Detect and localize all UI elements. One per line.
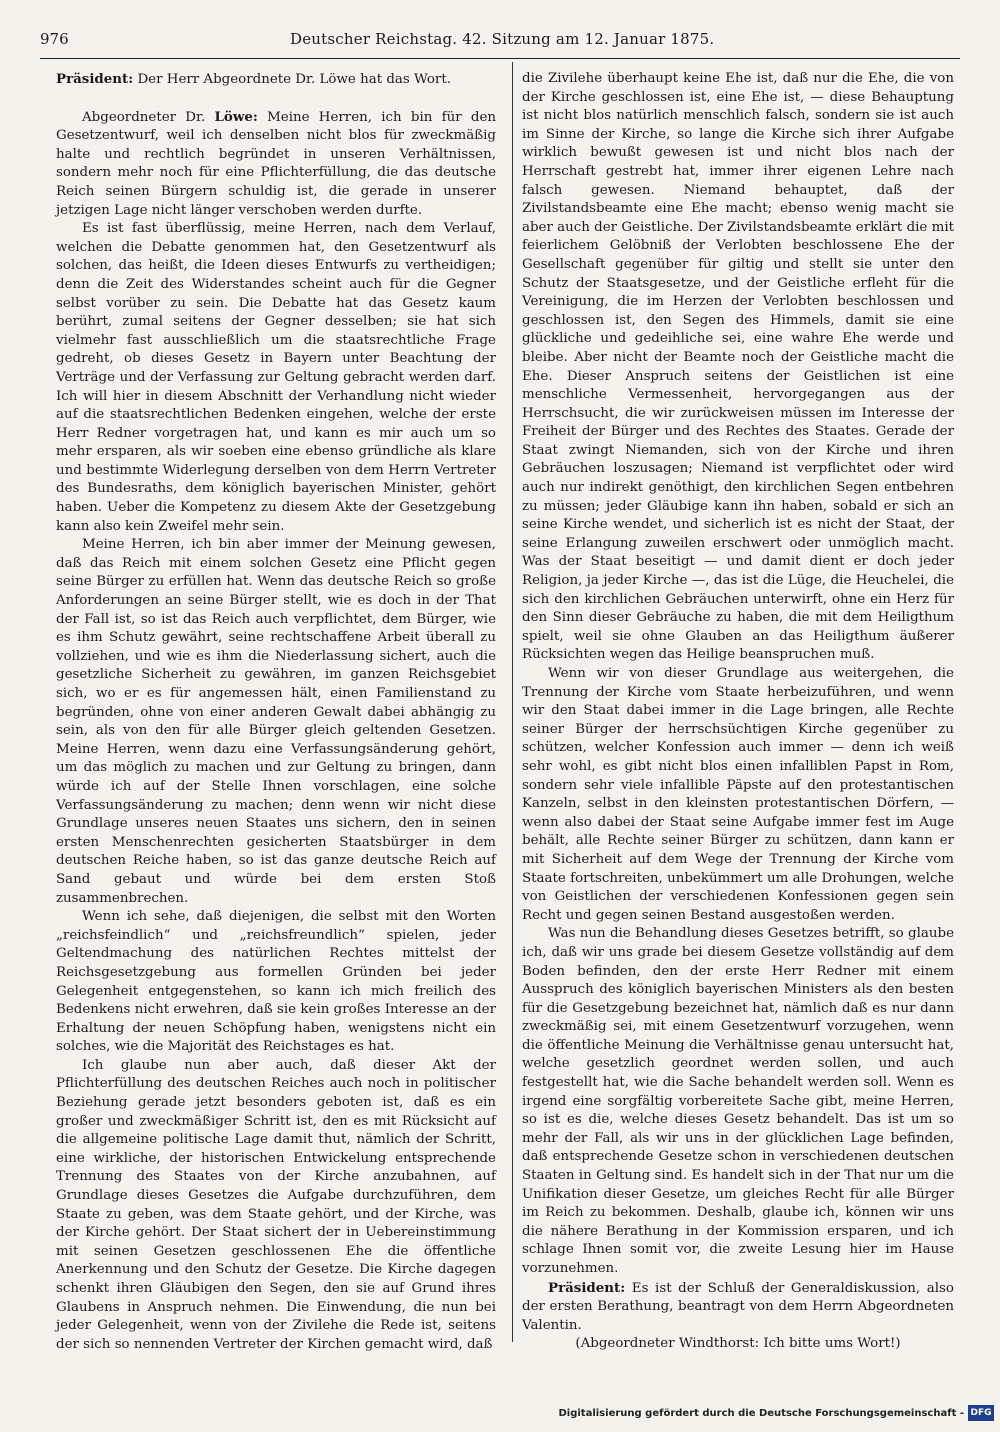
paragraph-text: Es ist der Schluß der Generaldiskussion, also der ersten Berathung, beantragt von dem Herrn Abgeordneten Valentin. (522, 1280, 954, 1333)
paragraph: die Zivilehe überhaupt keine Ehe ist, daß nur die Ehe, die von der Kirche geschlossen ist, eine Ehe ist, — diese Behauptung ist nicht blos natürlich menschlich falsch, sondern sie ist auch im Sinne der Kirche, so lange die Kirche sich ihrer Aufgabe wirklich bewußt gewesen ist und nicht blos nach der Herrschaft gestrebt hat, immer ihrer eigenen Lehre nach falsch gewesen. Niemand behauptet, daß der Zivilstandsbeamte eine Ehe macht; ebenso wenig macht sie aber auch der Geistliche. Der Zivilstandsbeamte erklärt die mit feierlichem Gelöbniß der Verlobten beschlossene Ehe der Gesellschaft gegenüber für giltig und stellt sie unter den Schutz der Staatsgesetze, und der Geistliche erfleht für die Vereinigung, die im Herzen der Verlobten beschlossen und geschlossen ist, den Segen des Himmels, damit sie eine glückliche und gedeihliche sei, eine wahre Ehe werde und bleibe. Aber nicht der Beamte noch der Geistliche macht die Ehe. Dieser Anspruch seitens der Geistlichen ist eine menschliche Vermessenheit, hervorgegangen aus der Herrschsucht, die wir zurückweisen müssen im Interesse der Freiheit der Bürger und des Rechtes des Staates. Gerade der Staat zwingt Niemanden, sich von der Kirche und ihren Gebräuchen loszusagen; Niemand ist verpflichtet oder wird auch nur indirekt genöthigt, den kirchlichen Segen entbehren zu müssen; jeder Gläubige kann ihn haben, sobald er sich an seine Kirche wendet, und sicherlich ist es nicht der Staat, der seine Erlangung zuweilen erschwert oder unmöglich macht. Was der Staat beseitigt — und damit dient er doch jeder Religion, ja jeder Kirche —, das ist die Lüge, die Heuchelei, die sich den kirchlichen Gebräuchen unterwirft, ohne ein Herz für den Sinn dieser Gebräuche zu haben, die mit dem Heiligthum spielt, weil sie ohne Glauben an das Heiligthum äußerer Rücksichten wegen das Heilige beanspruchen muß. (522, 71, 954, 663)
paragraph (56, 108, 496, 221)
digitization-note: Digitalisierung gefördert durch die Deutsche Forschungsgemeinschaft - (558, 1408, 964, 1419)
paragraph: Was nun die Behandlung dieses Gesetzes betrifft, so glaube ich, daß wir uns grade bei diesem Gesetze vollständig auf dem Boden befinden, den der erste Herr Redner mit einem Ausspruch des königlich bayerischen Ministers als den besten für die Gesetzgebung bezeichnet hat, nämlich daß es nur dann zweckmäßig sei, mit einem Gesetzentwurf vorzugehen, wenn die öffentliche Meinung die Verhältnisse genau untersucht hat, welche gesetzlich geordnet werden sollen, und auch festgestellt hat, wie die Sache behandelt werden soll. Wenn es irgend eine sorgfältig vorbereitete Sache gibt, meine Herren, so ist es die, welche dieses Gesetz behandelt. Das ist um so mehr der Fall, als wir uns in der glücklichen Lage befinden, daß entsprechende Gesetze schon in verschiedenen deutschen Staaten in Geltung sind. Es handelt sich in der That nur um die Unifikation dieser Gesetze, um gleiches Recht für alle Bürger im Reich zu bekommen. Deshalb, glaube ich, können wir uns die nähere Berathung in der Kommission ersparen, und ich schlage Ihnen somit vor, die zweite Lesung hier im Hause vorzunehmen. (522, 926, 954, 1276)
paragraph: Ich glaube nun aber auch, daß dieser Akt der Pflichterfüllung des deutschen Reiches auch noch in politischer Beziehung gerade jetzt besonders geboten ist, daß es ein großer und zweckmäßiger Schritt ist, den es mit Rücksicht auf die allgemeine politische Lage damit thut, nämlich der Schritt, eine wirkliche, der historischen Entwickelung entsprechende Trennung des Staates von der Kirche anzubahnen, auf Grundlage dieses Gesetzes die Aufgabe durchzuführen, dem Staate zu geben, was dem Staate gehört, und der Kirche, was der Kirche gehört. Der Staat sichert der in Uebereinstimmung mit seinen Gesetzen geschlossenen Ehe die öffentliche Anerkennung und den Schutz der Gesetze. Die Kirche dagegen schenkt ihren Gläubigen den Segen, den sie auf Grund ihres Glaubens in Anspruch nehmen. Die Einwendung, die nun bei jeder Gelegenheit, wenn von der Zivilehe die Rede ist, seitens der sich so nennenden Vertreter der Kirchen gemacht wird, daß (56, 1057, 496, 1352)
page-header (40, 30, 960, 58)
paragraph (56, 70, 496, 90)
page-number: 976 (40, 30, 69, 48)
paragraph: Meine Herren, ich bin aber immer der Meinung gewesen, daß das Reich mit einem solchen Gesetz eine Pflicht gegen seine Bürger zu erfüllen hat. Wenn das deutsche Reich so große Anforderungen an seine Bürger stellt, wie es doch in der That der Fall ist, so ist das Reich auch verpflichtet, dem Bürger, wie es ihm Schutz gewährt, seine rechtschaffene Arbeit überall zu vollziehen, und wie es ihm die Niederlassung sichert, auch die gesetzliche Sicherheit zu gewähren, im ganzen Reichsgebiet sich, wo er es für angemessen hält, einen Familienstand zu begründen, ohne von einer anderen Gewalt dabei abhängig zu sein, als von den für alle Bürger gleich geltenden Gesetzen. Meine Herren, wenn dazu eine Verfassungsänderung gehört, um das möglich zu machen und zur Geltung zu bringen, dann würde ich auf der Stelle Ihnen vorschlagen, eine solche Verfassungsänderung zu machen; denn wenn wir nicht diese Grundlage unseres neuen Staates uns sichern, den in seinen ersten Menschenrechten gesicherten Staatsbürger in dem deutschen Reiche haben, so ist das ganze deutsche Reich auf Sand gebaut und würde bei dem ersten Stoß zusammenbrechen. (56, 537, 496, 906)
dfg-logo: DFG (968, 1405, 994, 1421)
speaker-label: Löwe: (214, 108, 258, 125)
speaker-label: Präsident: (548, 1279, 626, 1296)
column-rule (512, 62, 513, 1342)
right-column (522, 70, 954, 1354)
paragraph: Wenn ich sehe, daß diejenigen, die selbst mit den Worten „reichsfeindlich“ und „reichsfreundlich“ spielen, jeder Geltendmachung des natürlichen Rechtes mittelst der Reichsgesetzgebung aus formellen Gründen bei jeder Gelegenheit entgegenstehen, so kann ich mich freilich des Bedenkens nicht erwehren, daß sie kein großes Interesse an der Erhaltung der neuen Schöpfung haben, wenigstens nicht ein solches, wie die Majorität des Reichstages es hat. (56, 909, 496, 1055)
left-column (56, 70, 496, 1354)
paragraph (522, 1279, 954, 1336)
header-rule (40, 58, 960, 59)
interjection: (Abgeordneter Windthorst: Ich bitte ums Wort!) (575, 1336, 901, 1352)
speaker-label: Präsident: (56, 71, 134, 87)
paragraph: Wenn wir von dieser Grundlage aus weitergehen, die Trennung der Kirche vom Staate herbeizuführen, und wenn wir den Staat dabei immer in die Lage bringen, alle Rechte seiner Bürger der herrschsüchtigen Kirche gegenüber zu schützen, welcher Konfession auch immer — denn ich weiß sehr wohl, es gibt nicht blos einen infalliblen Papst in Rom, sondern sehr viele infallible Päpste auf den protestantischen Kanzeln, selbst in den kleinsten protestantischen Dörfern, — wenn also dabei der Staat seine Aufgabe immer fest im Auge behält, alle Rechte seiner Bürger zu schützen, dann kann er mit Sicherheit auf dem Wege der Trennung der Kirche vom Staate fortschreiten, unbekümmert um alle Drohungen, welche von Geistlichen der verschiedenen Konfessionen gegen sein Recht und gegen seinen Bestand ausgestoßen werden. (522, 666, 954, 923)
running-head: Deutscher Reichstag. 42. Sitzung am 12. Januar 1875. (290, 30, 715, 48)
speaker-prefix: Abgeordneter Dr. (82, 109, 215, 125)
paragraph-text: Meine Herren, ich bin für den Gesetzentwurf, weil ich denselben nicht blos für zweckmäßig halte und rechtlich begründet in unseren Verhältnissen, sondern mehr noch für eine Pflichterfüllung, die das deutsche Reich seinen Bürgern schuldig ist, die gerade in unserer jetzigen Lage nicht länger verschoben werden durfte. (56, 109, 497, 218)
paragraph-text: Der Herr Abgeordnete Dr. Löwe hat das Wort. (133, 72, 451, 87)
paragraph: Es ist fast überflüssig, meine Herren, nach dem Verlauf, welchen die Debatte genommen hat, den Gesetzentwurf als solchen, das heißt, die Ideen dieses Entwurfs zu vertheidigen; denn die Zeit des Widerstandes scheint auch für die Gegner selbst vorüber zu sein. Die Debatte hat das Gesetz kaum berührt, zumal seitens der Gegner desselben; sie hat sich vielmehr fast ausschließlich um die staatsrechtliche Frage gedreht, ob dieses Gesetz in Bayern unter Beachtung der Verträge und der Verfassung zur Geltung gebracht werden darf. Ich will hier in diesem Abschnitt der Verhandlung nicht wieder auf die staatsrechtlichen Bedenken eingehen, welche der erste Herr Redner vorgetragen hat, und kann es mir auch um so mehr ersparen, als wir soeben eine ebenso gründliche als klare und bestimmte Widerlegung derselben von dem Herrn Vertreter des Bundesraths, dem königlich bayerischen Minister, gehört haben. Ueber die Kompetenz zu diesem Akte der Gesetzgebung kann also kein Zweifel mehr sein. (56, 221, 496, 534)
paragraph-spacer (56, 90, 496, 108)
